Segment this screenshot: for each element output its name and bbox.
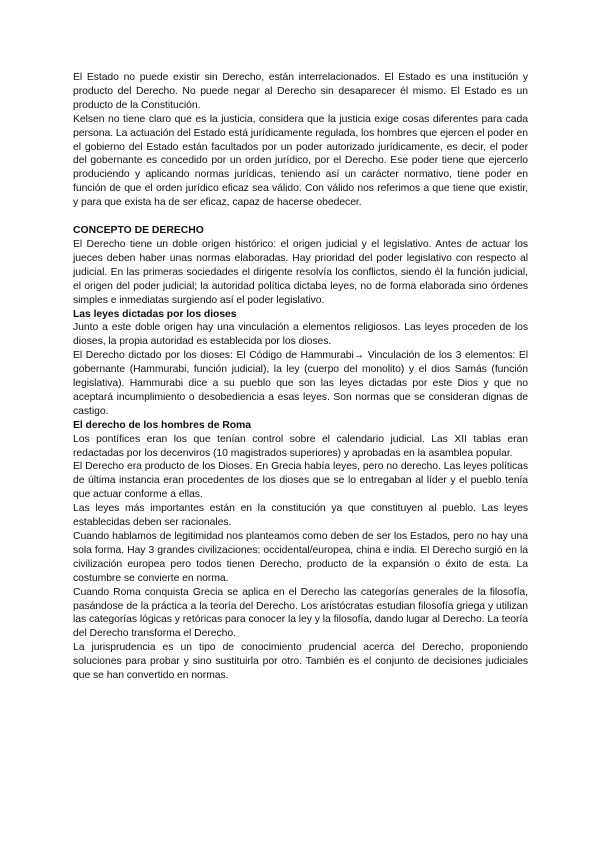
- concepto-paragraph-1: El Derecho tiene un doble origen histórico: el origen judicial y el legislativo. Antes de actuar los jueces deben haber unas normas elaboradas. Hay prioridad del poder legislativo con respecto al judicial. En las primeras sociedades el dirigente resolvía los conflictos, siendo él la función judicial, el origen del poder judicial; la autoridad política dictaba leyes, no de forma elaborada sino órdenes simples e inmediatas surgiendo así el poder legislativo.: [73, 238, 528, 306]
- roma-paragraph-1: Los pontífices eran los que tenían control sobre el calendario judicial. Las XII tablas eran redactadas por los decenviros (10 magistrados superiores) y aprobadas en la asamblea popular.: [73, 433, 528, 459]
- dioses-paragraph-1: Junto a este doble origen hay una vinculación a elementos religiosos. Las leyes proceden de los dioses, la propia autoridad es establecida por los dioses.: [73, 322, 528, 348]
- intro-paragraph-1: El Estado no puede existir sin Derecho, están interrelacionados. El Estado es una institución y producto del Derecho. No puede negar al Derecho sin desaparecer él mismo. El Estado es un producto de la Constitución.: [73, 72, 528, 111]
- roma-paragraph-3: Las leyes más importantes están en la constitución ya que constituyen al pueblo. Las leyes establecidas deben ser racionales.: [73, 503, 528, 529]
- roma-paragraph-5: Cuando Roma conquista Grecia se aplica en el Derecho las categorías generales de la filosofía, pasándose de la práctica a la teoría del Derecho. Los aristócratas estudian filosofía griega y utilizan las categorías lógicas y retóricas para conocer la ley y la filosofía, dando lugar al Derecho. La teoría del Derecho transforma el Derecho.: [73, 586, 528, 640]
- roma-paragraph-4: Cuando hablamos de legitimidad nos planteamos como deben de ser los Estados, pero no hay una sola forma. Hay 3 grandes civilizaciones: occidental/europea, china e india. El Derecho surgió en la civilización europea pero todos tienen Derecho, producto de la expansión o éxito de esta. La costumbre se convierte en norma.: [73, 531, 528, 584]
- section-heading-concepto: CONCEPTO DE DERECHO: [73, 225, 204, 237]
- section-spacer: [73, 210, 528, 224]
- subheading-leyes-dioses: Las leyes dictadas por los dioses: [73, 308, 237, 320]
- roma-paragraph-6: La jurisprudencia es un tipo de conocimiento prudencial acerca del Derecho, proponiendo soluciones para probar y sino sustituirla por otro. También es el conjunto de decisiones judiciales que se han convertido en normas.: [73, 642, 528, 682]
- roma-paragraph-2: El Derecho era producto de los Dioses. En Grecia había leyes, pero no derecho. Las leyes políticas de última instancia eran procedentes de los dioses que se lo entregaban al líder y el pueblo tenía que actuar conforme a ellas.: [73, 461, 528, 501]
- dioses-paragraph-2: El Derecho dictado por los dioses: El Código de Hammurabi→ Vinculación de los 3 elementos: El gobernante (Hammurabi, función judicial), la ley (cuerpo del monolito) y el dios Samás (función legislativa). Hammurabi dice a su pueblo que son las leyes dictadas por este Dios y que no aceptará incumplimiento o desobediencia a esas leyes. Son normas que se consideran dignas de castigo.: [73, 350, 528, 417]
- document-page: [73, 71, 528, 683]
- subheading-derecho-roma: El derecho de los hombres de Roma: [73, 419, 251, 431]
- intro-paragraph-2: Kelsen no tiene claro que es la justicia, considera que la justicia exige cosas diferentes para cada persona. La actuación del Estado está jurídicamente regulada, los hombres que ejercen el poder en el gobierno del Estado están facultados por un poder autorizado jurídicamente, es decir, el poder del gobernante es concedido por un orden jurídico, por el Derecho. Ese poder tiene que ejercerlo produciendo y aplicando normas jurídicas, teniendo así un carácter normativo, tiene poder en función de que el orden jurídico eficaz sea válido. Con válido nos referimos a que tiene que existir, y para que exista ha de ser eficaz, capaz de hacerse obedecer.: [73, 113, 528, 209]
